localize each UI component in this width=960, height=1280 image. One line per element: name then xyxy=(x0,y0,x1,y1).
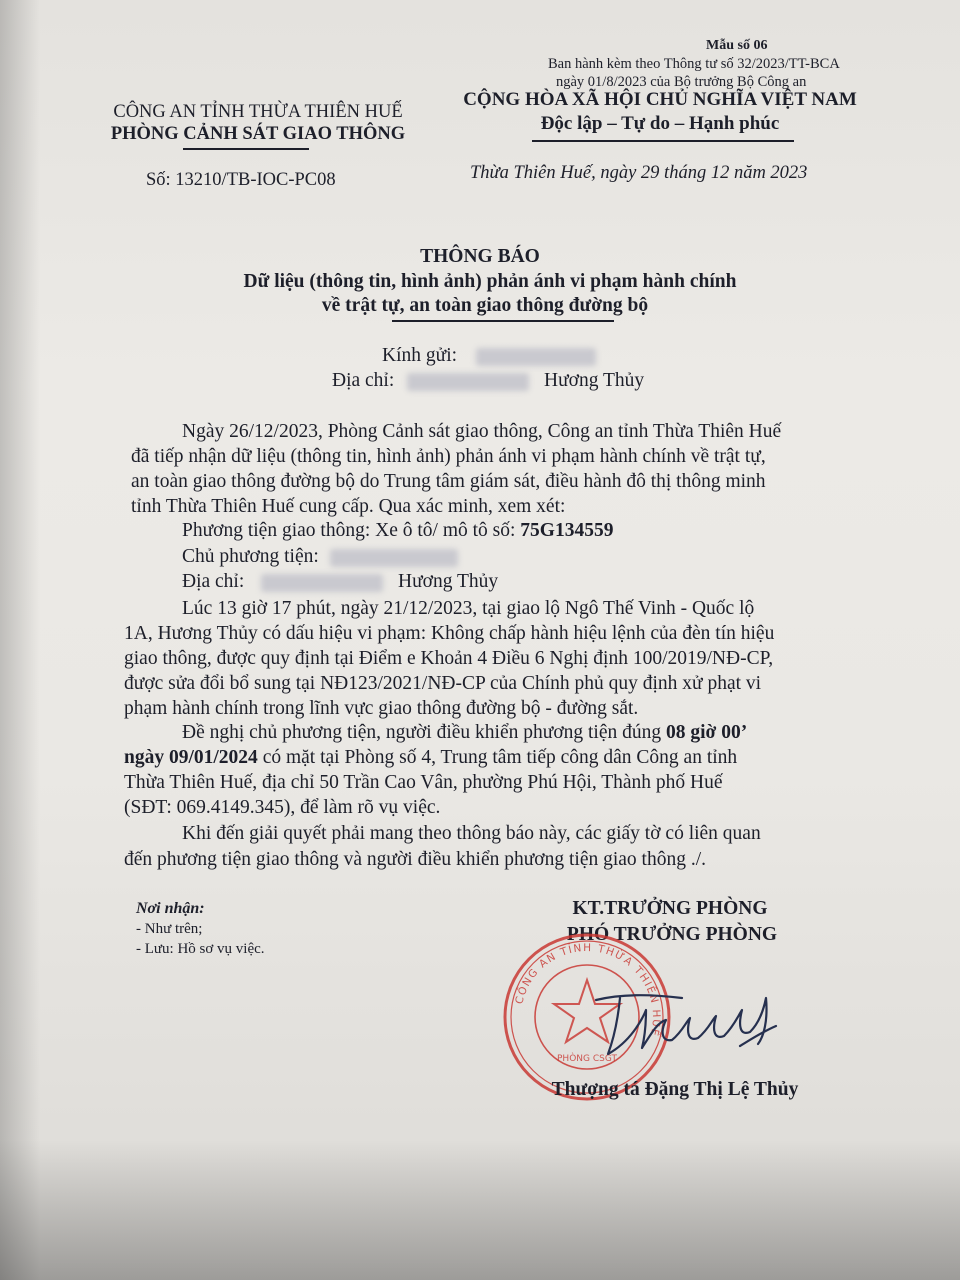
stamp-ring-text: CÔNG AN TỈNH THỪA THIÊN HUẾ xyxy=(513,941,663,1039)
recipients-title: Nơi nhận: xyxy=(136,900,205,917)
recipient-line xyxy=(382,344,596,368)
document-number: Số: 13210/TB-IOC-PC08 xyxy=(146,170,336,190)
p3-line2 xyxy=(124,746,737,770)
p4-line1: Khi đến giải quyết phải mang theo thông báo này, các giấy tờ có liên quan xyxy=(182,823,761,844)
p1-line1: Ngày 26/12/2023, Phòng Cảnh sát giao thông, Công an tỉnh Thừa Thiên Huế xyxy=(182,421,782,442)
page-shadow-left xyxy=(0,0,40,1280)
title-underline xyxy=(392,320,614,322)
p2-line5: phạm hành chính trong lĩnh vực giao thông đường bộ - đường sắt. xyxy=(124,698,639,719)
country-name: CỘNG HÒA XÃ HỘI CHỦ NGHĨA VIỆT NAM xyxy=(463,89,857,110)
signature-role1: KT.TRƯỞNG PHÒNG xyxy=(572,898,768,919)
redacted-owner-address xyxy=(261,574,383,592)
p1-line2: đã tiếp nhận dữ liệu (thông tin, hình ảnh) phản ánh vi phạm hành chính về trật tự, xyxy=(131,446,766,467)
owner-address-visible: Hương Thủy xyxy=(398,571,499,592)
p3-line1 xyxy=(182,721,747,745)
form-number: Mẫu số 06 xyxy=(706,38,768,53)
redacted-address xyxy=(407,373,529,391)
address-visible: Hương Thủy xyxy=(544,370,645,391)
form-issued-line1: Ban hành kèm theo Thông tư số 32/2023/TT-BCA xyxy=(548,56,840,72)
to-label: Kính gửi: xyxy=(382,345,458,366)
p2-line3: giao thông, được quy định tại Điểm e Khoản 4 Điều 6 Nghị định 100/2019/NĐ-CP, xyxy=(124,648,774,669)
document-subtitle-line2: về trật tự, an toàn giao thông đường bộ xyxy=(321,295,649,316)
document-subtitle-line1: Dữ liệu (thông tin, hình ảnh) phản ánh vi phạm hành chính xyxy=(243,271,737,292)
department-name: PHÒNG CẢNH SÁT GIAO THÔNG xyxy=(110,124,406,144)
redacted-recipient-name xyxy=(476,348,596,366)
owner-label: Chủ phương tiện: xyxy=(182,546,319,567)
agency-name: CÔNG AN TỈNH THỪA THIÊN HUẾ xyxy=(113,102,403,122)
p2-line4: được sửa đổi bổ sung tại NĐ123/2021/NĐ-CP của Chính phủ quy định xử phạt vi xyxy=(124,673,762,694)
recipients-item2: - Lưu: Hồ sơ vụ việc. xyxy=(136,941,265,957)
place-date: Thừa Thiên Huế, ngày 29 tháng 12 năm 2023 xyxy=(470,163,808,183)
signature-role2: PHÓ TRƯỞNG PHÒNG xyxy=(566,924,778,945)
department-underline xyxy=(183,148,309,150)
p3-line2-text: có mặt tại Phòng số 4, Trung tâm tiếp công dân Công an tỉnh xyxy=(262,747,738,768)
owner-address-label: Địa chỉ: xyxy=(182,571,245,592)
vehicle-label: Phương tiện giao thông: Xe ô tô/ mô tô số: xyxy=(182,520,516,541)
p3-line4: (SĐT: 069.4149.345), để làm rõ vụ việc. xyxy=(124,797,441,818)
national-motto: Độc lập – Tự do – Hạnh phúc xyxy=(540,113,780,134)
address-label: Địa chỉ: xyxy=(332,370,395,391)
stamp-inner-text: PHÒNG CSGT xyxy=(557,1054,617,1064)
p1-line3: an toàn giao thông đường bộ do Trung tâm giám sát, điều hành đô thị thông minh xyxy=(131,471,766,492)
appointment-date: ngày 09/01/2024 xyxy=(124,747,258,768)
vehicle-plate: 75G134559 xyxy=(520,520,614,541)
p3-line3: Thừa Thiên Huế, địa chỉ 50 Trần Cao Vân, phường Phú Hội, Thành phố Huế xyxy=(124,772,723,793)
recipients-item1: - Như trên; xyxy=(136,921,203,937)
recipient-address-line xyxy=(332,369,644,393)
redacted-owner-name xyxy=(330,549,458,567)
appointment-time: 08 giờ 00’ xyxy=(666,722,748,743)
signer-name: Thượng tá Đặng Thị Lệ Thủy xyxy=(551,1079,799,1100)
owner-address-line xyxy=(182,570,498,594)
p4-line2: đến phương tiện giao thông và người điều khiển phương tiện giao thông ./. xyxy=(124,849,707,870)
document-title: THÔNG BÁO xyxy=(420,246,540,267)
owner-line xyxy=(182,545,458,569)
page-shadow-bottom xyxy=(0,1140,960,1280)
form-issued-line2: ngày 01/8/2023 của Bộ trưởng Bộ Công an xyxy=(556,74,807,90)
vehicle-line xyxy=(182,519,613,543)
handwritten-signature xyxy=(590,980,790,1062)
p3-line1-text: Đề nghị chủ phương tiện, người điều khiển phương tiện đúng xyxy=(182,722,662,743)
p1-line4: tỉnh Thừa Thiên Huế cung cấp. Qua xác minh, xem xét: xyxy=(131,496,566,517)
p2-line1: Lúc 13 giờ 17 phút, ngày 21/12/2023, tại giao lộ Ngô Thế Vinh - Quốc lộ xyxy=(182,598,755,619)
motto-underline xyxy=(532,140,794,142)
p2-line2: 1A, Hương Thủy có dấu hiệu vi phạm: Không chấp hành hiệu lệnh của đèn tín hiệu xyxy=(124,623,775,644)
